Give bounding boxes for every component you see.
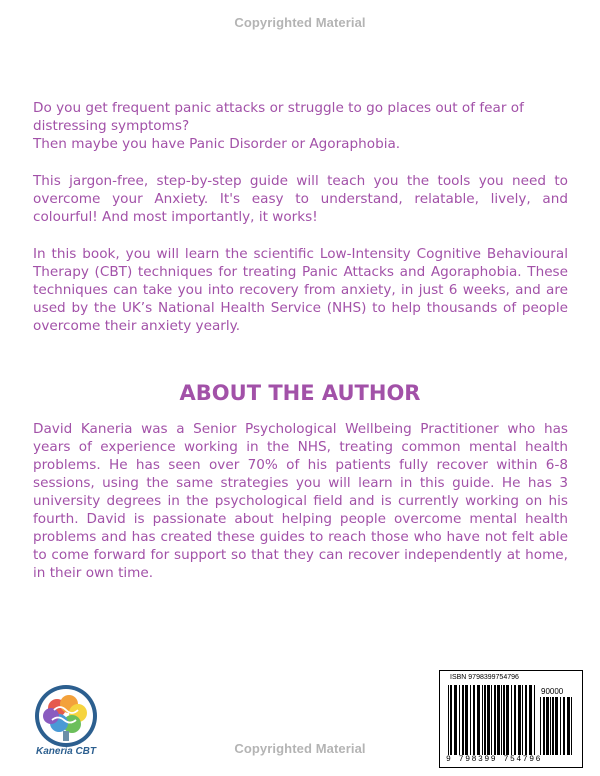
intro-paragraph-3: In this book, you will learn the scientific Low-Intensity Cognitive Behavioural Therapy (CBT) techniques for treating Panic Attacks and Agoraphobia. These techniques can take you into recovery from anxiety, in just 6 weeks, and are used by the UK’s National Health Service (NHS) to help thousands of people overcome their anxiety yearly.: [33, 246, 568, 334]
brain-lobe-purple: [43, 708, 59, 724]
intro-paragraph-1: [33, 99, 568, 153]
brain-stem: [63, 731, 69, 741]
author-section: [33, 420, 568, 582]
price-code: 90000: [541, 687, 564, 696]
isbn-digits: 9 798399 754796: [446, 755, 543, 764]
intro-section: [33, 99, 568, 354]
isbn-label: ISBN 9798399754796: [450, 674, 519, 681]
intro-paragraph-2: This jargon-free, step-by-step guide will teach you the tools you need to overcome your Anxiety. It's easy to understand, relatable, lively, and colourful! And most importantly, it works!: [33, 173, 568, 225]
logo-label: Kaneria CBT: [35, 746, 96, 757]
intro-line-2: distressing symptoms?: [33, 118, 190, 134]
about-heading: ABOUT THE AUTHOR: [179, 381, 421, 405]
author-bio: David Kaneria was a Senior Psychological Wellbeing Practitioner who has years of experience working in the NHS, treating common mental health problems. He has seen over 70% of his patients fully recover within 6-8 sessions, using the same strategies you will learn in this guide. He has 3 university degrees in the psychological field and is currently working on his fourth. David is passionate about helping people overcome mental health problems and has created these guides to reach those who have not felt able to come forward for support so that they can recover independently at home, in their own time.: [33, 421, 568, 581]
intro-line-1: Do you get frequent panic attacks or struggle to go places out of fear of: [33, 100, 524, 116]
intro-line-3: Then maybe you have Panic Disorder or Agoraphobia.: [33, 136, 401, 152]
watermark-bottom: Copyrighted Material: [234, 741, 366, 756]
watermark-top: Copyrighted Material: [234, 15, 366, 30]
